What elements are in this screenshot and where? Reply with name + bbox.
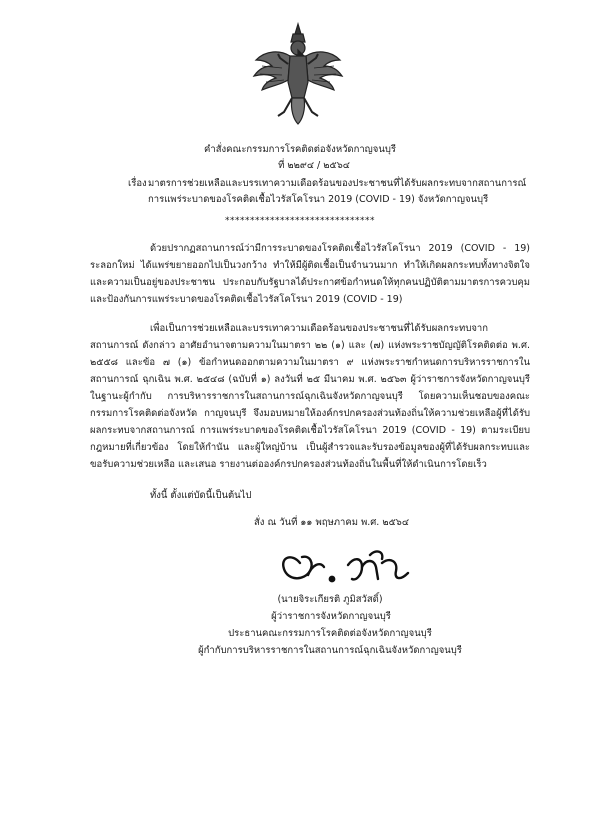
subject-label: เรื่อง xyxy=(128,178,147,189)
subject-line-2: การแพร่ระบาดของโรคติดเชื้อไวรัสโคโรนา 2019 (COVID - 19) จังหวัดกาญจนบุรี xyxy=(148,194,489,205)
order-organization: คำสั่งคณะกรรมการโรคติดต่อจังหวัดกาญจนบุรี xyxy=(204,144,396,155)
divider: ****************************** xyxy=(225,216,375,226)
signatory-name: (นายจิระเกียรติ ภูมิสวัสดิ์) xyxy=(277,594,383,605)
handwritten-signature xyxy=(270,535,440,595)
body-paragraph-2: เพื่อเป็นการช่วยเหลือและบรรเทาความเดือดร้อนของประชาชนที่ได้รับผลกระทบจากสถานการณ์ ดังกล่าว อาศัยอำนาจตามความในมาตรา ๒๒ (๑) และ (๗) แห่งพระราชบัญญัติโรคติดต่อ พ.ศ. ๒๕๕๘ และข้อ ๗ (๑) ข้อกำหนดออกตามความในมาตรา ๙ แห่งพระราชกำหนดการบริหารราชการในสถานการณ์ ฉุกเฉิน พ.ศ. ๒๕๔๘ (ฉบับที่ ๑) ลงวันที่ ๒๕ มีนาคม พ.ศ. ๒๕๖๓ ผู้ว่าราชการจังหวัดกาญจนบุรี ในฐานะผู้กำกับ การบริหารราชการในสถานการณ์ฉุกเฉินจังหวัดกาญจนบุรี โดยความเห็นชอบของคณะกรรมการโรคติดต่อจังหวัด กาญจนบุรี จึงมอบหมายให้องค์กรปกครองส่วนท้องถิ่นให้ความช่วยเหลือผู้ที่ได้รับผลกระทบจากสถานการณ์ การแพร่ระบาดของโรคติดเชื้อไวรัสโคโรนา 2019 (COVID - 19) ตามระเบียบ กฎหมายที่เกี่ยวข้อง โดยให้กำนัน และผู้ใหญ่บ้าน เป็นผู้สำรวจและรับรองข้อมูลของผู้ที่ได้รับผลกระทบและขอรับความช่วยเหลือ และเสนอ รายงานต่อองค์กรปกครองส่วนท้องถิ่นในพื้นที่ให้ดำเนินการโดยเร็ว xyxy=(90,323,530,470)
garuda-emblem-icon xyxy=(252,20,344,128)
signing-date: สั่ง ณ วันที่ ๑๑ พฤษภาคม พ.ศ. ๒๕๖๔ xyxy=(254,517,410,528)
body-paragraph-3: ทั้งนี้ ตั้งแต่บัดนี้เป็นต้นไป xyxy=(150,490,252,501)
signatory-title-3: ผู้กำกับการบริหารราชการในสถานการณ์ฉุกเฉินจังหวัดกาญจนบุรี xyxy=(198,645,462,656)
signatory-title-1: ผู้ว่าราชการจังหวัดกาญจนบุรี xyxy=(271,611,391,622)
body-paragraph-1: ด้วยปรากฏสถานการณ์ว่ามีการระบาดของโรคติดเชื้อไวรัสโคโรนา 2019 (COVID - 19) ระลอกใหม่ ได้แพร่ขยายออกไปเป็นวงกว้าง ทำให้มีผู้ติดเชื้อเป็นจำนวนมาก ทำให้เกิดผลกระทบทั้งทางจิตใจและความเป็นอยู่ของประชาชน ประกอบกับรัฐบาลได้ประกาศข้อกำหนดให้ทุกคนปฏิบัติตามมาตรการควบคุม และป้องกันการแพร่ระบาดของโรคติดเชื้อไวรัสโคโรนา 2019 (COVID - 19) xyxy=(90,243,530,305)
subject-line-1: มาตรการช่วยเหลือและบรรเทาความเดือดร้อนของประชาชนที่ได้รับผลกระทบจากสถานการณ์ xyxy=(148,178,527,189)
order-number: ที่ ๒๒๙๔ / ๒๕๖๔ xyxy=(278,160,350,171)
signatory-title-2: ประธานคณะกรรมการโรคติดต่อจังหวัดกาญจนบุรี xyxy=(228,628,432,639)
